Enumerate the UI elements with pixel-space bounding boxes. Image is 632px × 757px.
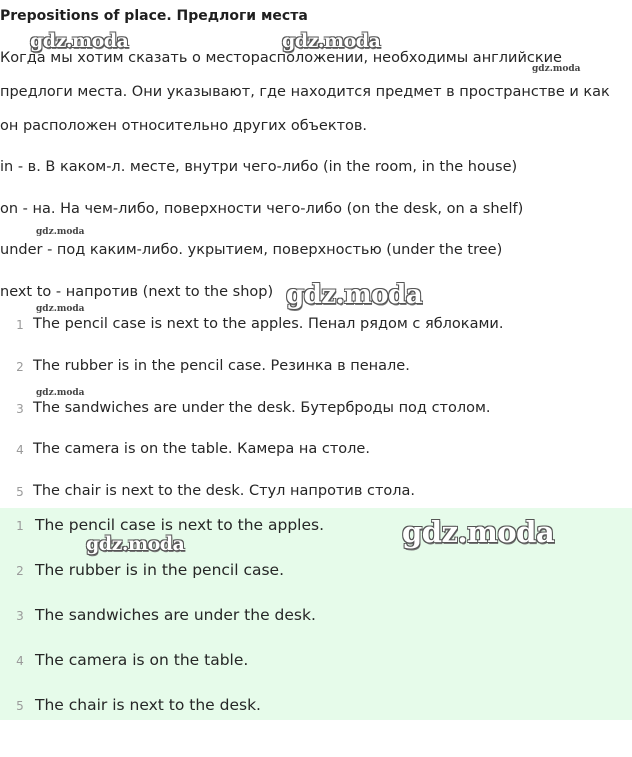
item-text: The chair is next to the desk. Стул напротив стола. (33, 483, 416, 499)
item-number: 2 (16, 564, 24, 578)
watermark: gdz.moda (86, 533, 185, 555)
watermark: gdz.moda (36, 388, 85, 398)
watermark: gdz.moda (286, 280, 423, 310)
watermark: gdz.moda (36, 304, 85, 314)
item-number: 2 (16, 360, 24, 374)
item-number: 1 (16, 519, 24, 533)
watermark: gdz.moda (30, 30, 129, 52)
definition-on: on - на. На чем-либо, поверхности чего-либо (on the desk, on a shelf) (0, 201, 524, 217)
item-text: The rubber is in the pencil case. Резинка в пенале. (33, 358, 410, 374)
item-text: The sandwiches are under the desk. (35, 606, 316, 624)
definition-next-to: next to - напротив (next to the shop) (0, 284, 274, 300)
item-number: 1 (16, 318, 24, 332)
definition-in: in - в. В каком-л. месте, внутри чего-либо (in the room, in the house) (0, 159, 518, 175)
item-text: The pencil case is next to the apples. (35, 516, 325, 534)
item-text: The pencil case is next to the apples. Пенал рядом с яблоками. (33, 316, 504, 332)
definition-under: under - под каким-либо. укрытием, поверхностью (under the tree) (0, 242, 503, 258)
item-number: 3 (16, 402, 24, 416)
item-number: 4 (16, 654, 24, 668)
intro-line-2: предлоги места. Они указывают, где находится предмет в пространстве и как (0, 84, 610, 100)
item-number: 5 (16, 485, 24, 499)
watermark: gdz.moda (532, 64, 581, 74)
item-text: The camera is on the table. Камера на столе. (33, 441, 370, 457)
item-text: The camera is on the table. (35, 651, 249, 669)
watermark: gdz.moda (36, 227, 85, 237)
intro-line-3: он расположен относительно других объектов. (0, 118, 368, 134)
item-number: 5 (16, 699, 24, 713)
page-title: Prepositions of place. Предлоги места (0, 8, 308, 24)
watermark: gdz.moda (282, 30, 381, 52)
item-text: The rubber is in the pencil case. (35, 561, 285, 579)
item-text: The sandwiches are under the desk. Бутерброды под столом. (33, 400, 491, 416)
watermark: gdz.moda (402, 515, 555, 549)
intro-line-1: Когда мы хотим сказать о месторасположении, необходимы английские (0, 50, 562, 66)
item-number: 4 (16, 443, 24, 457)
item-number: 3 (16, 609, 24, 623)
item-text: The chair is next to the desk. (35, 696, 261, 714)
